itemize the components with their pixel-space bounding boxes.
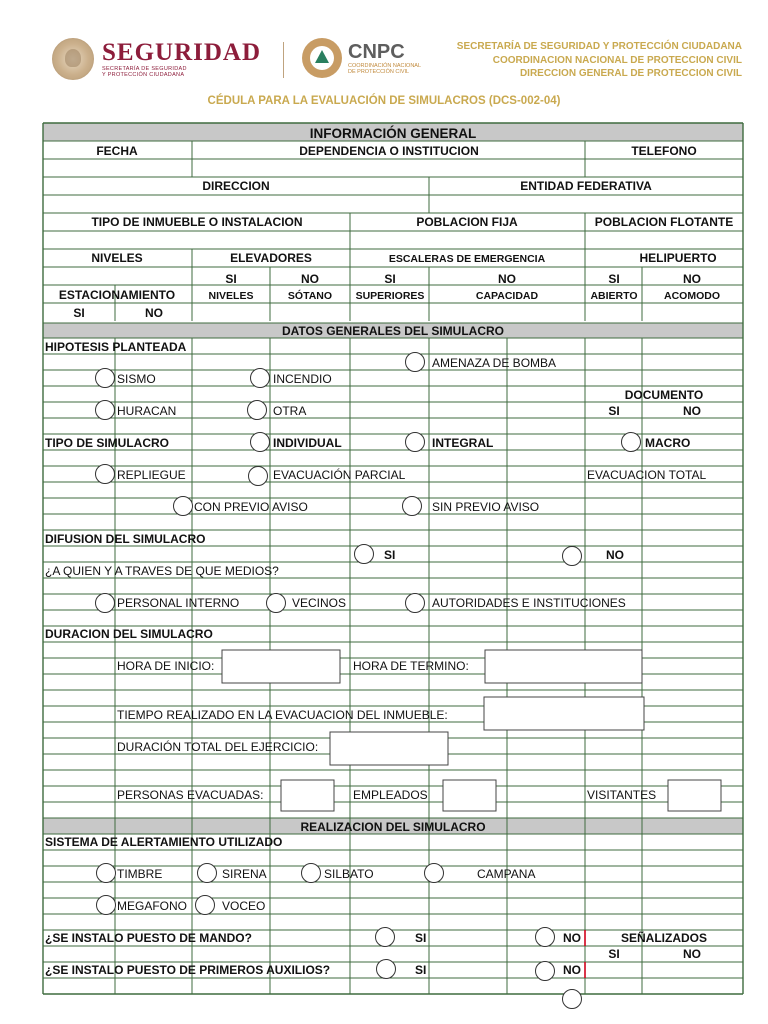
label-fecha: FECHA (96, 144, 138, 158)
label-puesto-mando: ¿SE INSTALO PUESTO DE MANDO? (45, 931, 252, 945)
radio-silbato[interactable] (302, 864, 321, 883)
label-duracion-total: DURACIÓN TOTAL DEL EJERCICIO: (117, 740, 319, 754)
label-personal-interno: PERSONAL INTERNO (117, 596, 240, 610)
seguridad-wordmark: SEGURIDAD (102, 39, 262, 66)
label-capacidad: CAPACIDAD (475, 290, 539, 302)
radio-voceo[interactable] (196, 896, 215, 915)
label-dependencia: DEPENDENCIA O INSTITUCION (299, 144, 479, 158)
radio-otra[interactable] (248, 401, 267, 420)
duracion-total-input[interactable] (330, 732, 448, 765)
label-esc-si: SI (384, 272, 396, 286)
label-senalizados: SEÑALIZADOS (620, 931, 708, 945)
label-doc-no: NO (683, 404, 701, 418)
label-visitantes: VISITANTES (587, 788, 657, 802)
label-tipo-simulacro: TIPO DE SIMULACRO (45, 436, 170, 450)
label-silbato: SILBATO (324, 867, 374, 881)
seguridad-sub1: SECRETARÍA DE SEGURIDAD (102, 66, 187, 72)
label-documento: DOCUMENTO (624, 388, 704, 402)
radio-dif-si[interactable] (355, 545, 374, 564)
seguridad-sub2: Y PROTECCIÓN CIUDADANA (102, 72, 185, 78)
label-est-si: SI (73, 306, 85, 320)
radio-mando-si[interactable] (376, 928, 395, 947)
label-amenaza-bomba: AMENAZA DE BOMBA (432, 356, 557, 370)
label-dif-si: SI (384, 548, 396, 562)
radio-campana[interactable] (425, 864, 444, 883)
label-empleados: EMPLEADOS (353, 788, 428, 802)
label-vecinos: VECINOS (292, 596, 347, 610)
label-evac-total: EVACUACION TOTAL (587, 468, 707, 482)
radio-personal-interno[interactable] (96, 594, 115, 613)
label-poblacion-flotante: POBLACION FLOTANTE (594, 215, 734, 229)
label-integral: INTEGRAL (432, 436, 494, 450)
agency-line-3: DIRECCION GENERAL DE PROTECCION CIVIL (519, 68, 742, 79)
form-labels (45, 126, 733, 977)
label-heli-no: NO (683, 272, 701, 286)
label-incendio: INCENDIO (273, 372, 332, 386)
tiempo-realizado-input[interactable] (484, 697, 644, 730)
radio-timbre[interactable] (97, 864, 116, 883)
label-direccion: DIRECCION (202, 179, 270, 193)
label-hora-termino: HORA DE TERMINO: (353, 659, 469, 673)
visitantes-input[interactable] (668, 780, 721, 811)
label-escaleras: ESCALERAS DE EMERGENCIA (388, 253, 546, 265)
label-personas-evacuadas: PERSONAS EVACUADAS: (117, 788, 264, 802)
radio-incendio[interactable] (251, 369, 270, 388)
radio-vecinos[interactable] (267, 594, 286, 613)
label-doc-si: SI (608, 404, 620, 418)
label-elev-no: NO (301, 272, 319, 286)
label-niveles-sm: NIVELES (208, 290, 254, 302)
agency-line-2: COORDINACION NACIONAL DE PROTECCION CIVIL (492, 54, 742, 66)
label-sirena: SIRENA (222, 867, 267, 881)
datos-generales-title: DATOS GENERALES DEL SIMULACRO (281, 324, 505, 338)
label-niveles: NIVELES (91, 251, 143, 265)
label-estacionamiento: ESTACIONAMIENTO (58, 288, 176, 302)
radio-sin-previo[interactable] (403, 497, 422, 516)
label-sotano: SÓTANO (287, 290, 333, 302)
radio-mando-no[interactable] (536, 928, 555, 947)
label-con-previo: CON PREVIO AVISO (194, 500, 308, 514)
label-timbre: TIMBRE (117, 867, 163, 881)
label-difusion: DIFUSION DEL SIMULACRO (45, 532, 206, 546)
label-aux-si: SI (415, 963, 427, 977)
label-otra: OTRA (273, 404, 307, 418)
label-mando-no: NO (563, 931, 581, 945)
agency-line-1: SECRETARÍA DE SEGURIDAD Y PROTECCIÓN CIUDADANA (456, 41, 742, 52)
radio-macro[interactable] (622, 433, 641, 452)
label-campana: CAMPANA (477, 867, 536, 881)
document-title: CÉDULA PARA LA EVALUACIÓN DE SIMULACROS (DCS-002-04) (207, 95, 561, 107)
radio-aux-si[interactable] (377, 960, 396, 979)
label-heli-si: SI (608, 272, 620, 286)
radio-individual[interactable] (251, 433, 270, 452)
info-general-title: INFORMACIÓN GENERAL (309, 126, 477, 141)
label-megafono: MEGAFONO (117, 899, 188, 913)
cnpc-sub1: COORDINACIÓN NACIONAL (348, 62, 422, 69)
label-evac-parcial: EVACUACIÓN PARCIAL (273, 468, 406, 482)
label-elev-si: SI (225, 272, 237, 286)
label-senal-si: SI (608, 947, 620, 961)
personas-evacuadas-input[interactable] (281, 780, 334, 811)
label-autoridades: AUTORIDADES E INSTITUCIONES (432, 596, 626, 610)
radio-sismo[interactable] (96, 369, 115, 388)
label-poblacion-fija: POBLACION FIJA (416, 215, 518, 229)
form-widgets (96, 353, 722, 1009)
radio-con-previo[interactable] (174, 497, 193, 516)
label-mando-si: SI (415, 931, 427, 945)
radio-megafono[interactable] (97, 896, 116, 915)
label-entidad: ENTIDAD FEDERATIVA (520, 179, 652, 193)
radio-aux-no[interactable] (536, 962, 555, 981)
label-telefono: TELEFONO (631, 144, 697, 158)
label-dif-no: NO (606, 548, 624, 562)
radio-amenaza-bomba[interactable] (406, 353, 425, 372)
label-elevadores: ELEVADORES (230, 251, 312, 265)
label-sismo: SISMO (117, 372, 156, 386)
label-huracan: HURACAN (117, 404, 177, 418)
cnpc-sub2: DE PROTECCIÓN CIVIL (348, 69, 410, 75)
label-hora-inicio: HORA DE INICIO: (117, 659, 215, 673)
label-repliegue: REPLIEGUE (117, 468, 186, 482)
radio-extra[interactable] (563, 990, 582, 1009)
radio-huracan[interactable] (96, 401, 115, 420)
label-esc-no: NO (498, 272, 516, 286)
label-senal-no: NO (683, 947, 701, 961)
label-est-no: NO (145, 306, 163, 320)
label-aux-no: NO (563, 963, 581, 977)
label-primeros-auxilios: ¿SE INSTALO PUESTO DE PRIMEROS AUXILIOS? (45, 963, 331, 977)
empleados-input[interactable] (443, 780, 496, 811)
label-sistema-alertamiento: SISTEMA DE ALERTAMIENTO UTILIZADO (45, 835, 283, 849)
label-macro: MACRO (645, 436, 691, 450)
label-tipo-inmueble: TIPO DE INMUEBLE O INSTALACION (91, 215, 303, 229)
radio-repliegue[interactable] (96, 465, 115, 484)
label-superiores: SUPERIORES (355, 290, 425, 302)
hora-termino-input[interactable] (485, 650, 642, 683)
label-sin-previo: SIN PREVIO AVISO (432, 500, 540, 514)
label-voceo: VOCEO (222, 899, 266, 913)
realizacion-title: REALIZACION DEL SIMULACRO (300, 820, 486, 834)
label-duracion: DURACION DEL SIMULACRO (45, 627, 213, 641)
label-a-quien: ¿A QUIEN Y A TRAVES DE QUE MEDIOS? (45, 564, 279, 578)
label-abierto: ABIERTO (590, 290, 638, 302)
radio-autoridades[interactable] (406, 594, 425, 613)
radio-sirena[interactable] (198, 864, 217, 883)
radio-evac-parcial[interactable] (249, 467, 268, 486)
hora-inicio-input[interactable] (222, 650, 340, 683)
radio-integral[interactable] (406, 433, 425, 452)
label-individual: INDIVIDUAL (273, 436, 342, 450)
cnpc-wordmark: CNPC (348, 40, 405, 63)
label-tiempo-realizado: TIEMPO REALIZADO EN LA EVACUACION DEL INMUEBLE: (117, 708, 448, 722)
label-acomodo: ACOMODO (664, 290, 720, 302)
label-hipotesis: HIPOTESIS PLANTEADA (45, 340, 187, 354)
radio-dif-no[interactable] (563, 547, 582, 566)
label-helipuerto: HELIPUERTO (639, 251, 717, 265)
